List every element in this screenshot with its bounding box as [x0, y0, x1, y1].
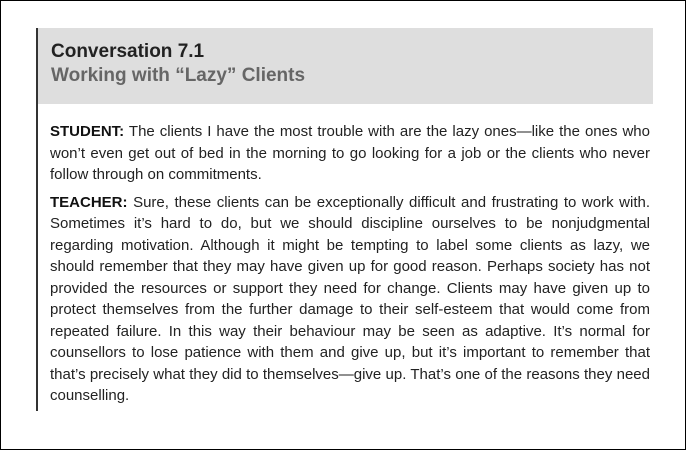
- student-speaker-label: STUDENT:: [50, 123, 125, 140]
- teacher-paragraph: [50, 192, 650, 407]
- conversation-box: [36, 28, 653, 411]
- teacher-speaker-label: TEACHER:: [50, 193, 128, 211]
- conversation-header: [38, 28, 653, 104]
- student-paragraph: [50, 121, 650, 186]
- conversation-subtitle: Working with “Lazy” Clients: [51, 65, 306, 86]
- conversation-body: [38, 104, 650, 407]
- teacher-text: Sure, these clients can be exceptionally difficult and frustrating to work with. Sometimes it’s hard to do, but we should discipline ourselves to be nonjudgmental regarding motivation. Although it might be tempting to label some clients as lazy, we should remember that they may have given up for good reason. Perhaps society has not provided the resources or support they need for change. Clients may have given up to protect themselves from the further damage to their self-esteem that would come from repeated failure. In this way their behaviour may be seen as adaptive. It’s normal for counsellors to lose patience with them and give up, but it’s important to remember that that’s precisely what they did to themselves—give up. That’s one of the reasons they need counselling.: [50, 193, 650, 404]
- student-text: The clients I have the most trouble with are the lazy ones—like the ones who won’t even get out of bed in the morning to go looking for a job or the clients who never follow through on commitments.: [50, 123, 650, 183]
- conversation-title: Conversation 7.1: [51, 41, 205, 62]
